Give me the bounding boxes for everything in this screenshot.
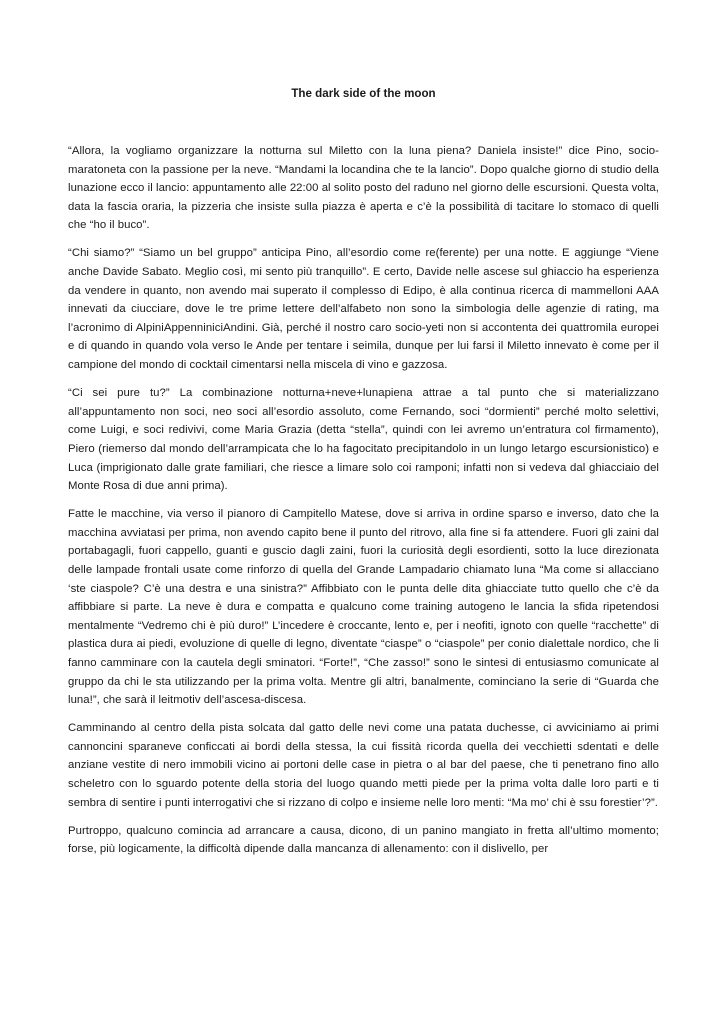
document-title: The dark side of the moon — [291, 87, 436, 100]
paragraph-6: Purtroppo, qualcuno comincia ad arrancare a causa, dicono, di un panino mangiato in fretta all’ultimo momento; forse, più logicamente, la difficoltà dipende dalla mancanza di allenamento: con il dislivello, per — [68, 824, 659, 856]
paragraph-1: “Allora, la vogliamo organizzare la notturna sul Miletto con la luna piena? Daniela insiste!” dice Pino, socio-maratoneta con la passione per la neve. “Mandami la locandina che te la lancio”. Dopo qualche giorno di studio della lunazione ecco il lancio: appuntamento alle 22:00 al solito posto del raduno nel giorno delle escursioni. Questa volta, data la fascia oraria, la pizzeria che insiste sulla piazza è aperta e c’è la possibilità di tacitare lo stomaco di quelli che “ho il buco”. — [68, 145, 659, 232]
paragraph-5: Camminando al centro della pista solcata dal gatto delle nevi come una patata duchesse, ci avviciniamo ai primi cannoncini sparaneve conficcati ai bordi della stessa, la cui fissità ricorda quella dei vecchietti sdentati e delle anziane vestite di nero immobili vicino ai portoni delle case in pietra o al bar del paese, che ti penetrano fino allo scheletro con lo sguardo potente della storia del luogo quando metti piede per la prima volta dalle loro parti e ti sembra di sentire i punti interrogativi che si rizzano di colpo e insieme nelle loro menti: “Ma mo’ chi è ssu forestier’?”. — [68, 722, 659, 809]
paragraph-2: “Chi siamo?” “Siamo un bel gruppo” anticipa Pino, all’esordio come re(ferente) per una notte. E aggiunge “Viene anche Davide Sabato. Meglio così, mi sento più tranquillo”. E certo, Davide nelle ascese sul ghiaccio ha esperienza da vendere in quanto, non avendo mai superato il complesso di Edipo, è alla continua ricerca di mammelloni AAA innevati da ciucciare, dove le tre prime lettere dell’alfabeto non sono la simbologia delle agenzie di rating, ma l’acronimo di AlpiniAppenniniciAndini. Già, perché il nostro caro socio-yeti non si accontenta dei quattromila europei e di quando in quando vola verso le Ande per tentare i seimila, dunque per lui farsi il Miletto innevato è come per il campione del mondo di cocktail cimentarsi nella miscela di vino e gazzosa. — [68, 247, 659, 372]
paragraph-3: “Ci sei pure tu?” La combinazione notturna+neve+lunapiena attrae a tal punto che si materializzano all’appuntamento non soci, neo soci all’esordio assoluto, come Fernando, soci “dormienti” perché molto selettivi, come Luigi, e soci redivivi, come Maria Grazia (detta “stella”, quindi con lei avremo un’entratura col firmamento), Piero (riemerso dal mondo dell’arrampicata che lo ha fagocitato precipitandolo in un lungo letargo escursionistico) e Luca (imprigionato dalle grate familiari, che riesce a limare solo coi ramponi; infatti non si vedeva dal ghiacciaio del Monte Rosa di due anni prima). — [68, 387, 659, 493]
paragraph-4: Fatte le macchine, via verso il pianoro di Campitello Matese, dove si arriva in ordine sparso e inverso, dato che la macchina avviatasi per prima, non avendo capito bene il punto del ritrovo, alla fine si fa attendere. Fuori gli zaini dal portabagagli, fuori cappello, guanti e guscio dagli zaini, fuori la curiosità degli esordienti, sotto la luce direzionata delle lampade frontali usate come rinforzo di quella del Grande Lampadario chiamato luna “Ma come si allacciano ‘ste ciaspole? C’è una destra e una sinistra?” Affibbiato con le punta delle dita ghiacciate tutto quello che c’è da affibbiare si parte. La neve è dura e compatta e qualcuno come training autogeno le lancia la sfida ripetendosi mentalmente “Vedremo chi è più duro!” L’incedere è croccante, lento e, per i neofiti, ignoto con quelle “racchette” di plastica dura ai piedi, evoluzione di quelle di legno, diventate “ciaspe” o “ciaspole” per conio dialettale nordico, che li fanno camminare con la cautela degli sminatori. “Forte!”, “Che zasso!” sono le sintesi di entusiasmo comunicate al gruppo da chi le sta utilizzando per la prima volta. Mentre gli altri, banalmente, cominciano la serie di “Guarda che luna!”, che sarà il leitmotiv dell’ascesa-discesa. — [68, 508, 659, 707]
